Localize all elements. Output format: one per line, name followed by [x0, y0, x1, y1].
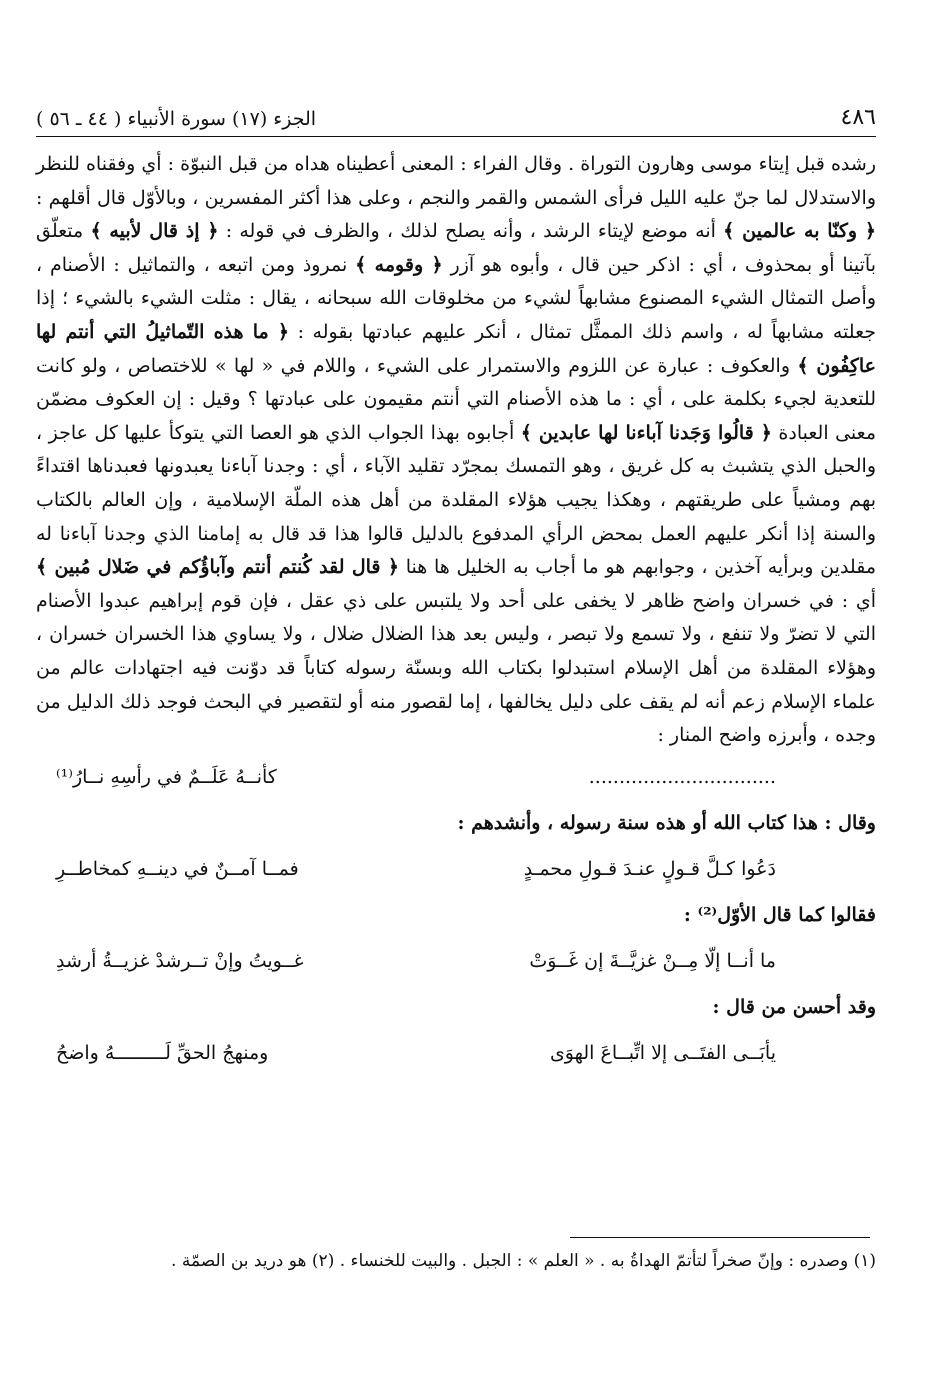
- page-header: [36, 96, 876, 137]
- quran-quote: ﴿ قالُوا وَجَدنا آباءنا لها عابدين ﴾: [520, 421, 772, 444]
- quran-quote: ﴿ قال لقد كُنتم أنتم وآباؤُكم في ضَلال مُبين ﴾: [36, 556, 399, 579]
- verse-line: [56, 937, 776, 985]
- verse-line: [56, 845, 776, 893]
- text-segment: والعكوف : عبارة عن اللزوم والاستمرار على الشيء ، واللام في « لها » للاختصاص ، ولو كانت للتعدية لجيء بكلمة على ، أي : ما هذه الأصنام التي أنتم مقيمون على عبادتها ؟ وقيل : إن العكوف مضمّن معنى العبادة: [36, 354, 876, 444]
- main-paragraph: [36, 148, 876, 753]
- verse-line: [56, 1029, 776, 1077]
- text-segment: متعلّق بآتينا أو بمحذوف ، أي : اذكر حين قال ، وأبوه هو آزر: [36, 220, 876, 276]
- text-segment: رشده قبل إيتاء موسى وهارون التوراة . وقال الفراء : المعنى أعطيناه هداه من قبل النبوّة : أي وفقناه للنظر والاستدلال لما جنّ عليه الليل فرأى الشمس والقمر والنجم ، وعلى هذا أكثر المفسرين ، وبالأوّل قال أقلهم :: [36, 153, 876, 209]
- verse-line: [56, 753, 776, 801]
- footnote: (١) وصدره : وإنّ صخراً لتأتمّ الهداةُ به . « العلم » : الجبل . والبيت للخنساء . (٢) هو دريد بن الصمّة .: [171, 1251, 876, 1271]
- quran-quote: ﴿ وكنّا به عالمين ﴾: [723, 220, 877, 243]
- verse-first-hemistich: ما أنــا إلّا مِــنْ غزيَّــةَ إن غَــوَتْ: [529, 949, 776, 972]
- verse-second-hemistich: كأنــهُ عَلَــمٌ في رأسِهِ نــارُ⁽¹⁾: [56, 765, 277, 788]
- page-number: ٤٨٦: [840, 105, 876, 130]
- quran-quote: ﴿ إذ قال لأبيه ﴾: [90, 220, 219, 243]
- verse-intro: وقد أحسن من قال :: [712, 995, 876, 1018]
- verse-second-hemistich: ومنهجُ الحقِّ لَـــــــــهُ واضحُ: [56, 1041, 269, 1064]
- verse-intro: وقال : هذا كتاب الله أو هذه سنة رسوله ، وأنشدهم :: [457, 811, 876, 834]
- verse-first-hemistich: ...............................: [588, 765, 776, 788]
- verse-second-hemistich: فمــا آمــنٌ في دينــهِ كمخاطــرِ: [56, 857, 299, 880]
- footnote-divider: [570, 1237, 870, 1238]
- verse-first-hemistich: يأبَــى الفتَــى إلا اتِّبــاعَ الهوَى: [549, 1041, 776, 1064]
- text-segment: أي : في خسران واضح ظاهر لا يخفى على أحد ولا يلتبس على ذي عقل ، فإن قوم إبراهيم عبدوا الأصنام التي لا تضرّ ولا تنفع ، ولا تسمع ولا تبصر ، وليس بعد هذا الضلال ضلال ، ولا يساوي هذا الخسران خسران ، وهؤلاء المقلدة من أهل الإسلام استبدلوا بكتاب الله وبسنّة رسوله كتاباً قد دوّنت فيه اجتهادات عالم من علماء الإسلام زعم أنه لم يقف على دليل يخالفها ، إما لقصور منه أو لتقصير في البحث فوجد ذلك الدليل من وجده ، وأبرزه واضح المنار :: [36, 589, 876, 747]
- verse-first-hemistich: دَعُوا كـلَّ قـولٍ عنـدَ قـولِ محمـدٍ: [523, 857, 776, 880]
- quran-quote: ﴿ ما هذه التّماثيلُ التي أنتم لها عاكِفُون ﴾: [36, 320, 876, 377]
- verse-intro: فقالوا كما قال الأوّل⁽²⁾ :: [683, 903, 876, 926]
- quran-quote: ﴿ وقومه ﴾: [355, 253, 443, 276]
- text-segment: نمروذ ومن اتبعه ، والتماثيل : الأصنام ، وأصل التمثال الشيء المصنوع مشابهاً لشيء من مخلوقات الله سبحانه ، يقال : مثلت الشيء بالشيء ؛ إذا جعلته مشابهاً له ، واسم ذلك الممثَّل تمثال ، أنكر عليهم عبادتها بقوله :: [36, 253, 876, 343]
- text-segment: أنه موضع لإيتاء الرشد ، وأنه يصلح لذلك ، والظرف في قوله :: [218, 220, 724, 243]
- running-title: الجزء (١٧) سورة الأنبياء ( ٤٤ ـ ٥٦ ): [36, 108, 317, 130]
- body-text: [36, 148, 876, 1077]
- text-segment: أجابوه بهذا الجواب الذي هو العصا التي يتوكأ عليها كل عاجز ، والحبل الذي يتشبث به كل غريق ، وهو التمسك بمجرّد تقليد الآباء ، أي : وجدنا آباءنا يعبدونها فعبدناها اقتداءً بهم ومشياً على طريقتهم ، وهكذا يجيب هؤلاء المقلدة من أهل هذه الملّة الإسلامية ، وإن العالم بالكتاب والسنة إذا أنكر عليهم العمل بمحض الرأي المدفوع بالدليل قالوا هذا قد قال به إمامنا الذي وجدنا آباءنا له مقلدين وبرأيه آخذين ، وجوابهم هو ما أجاب به الخليل ها هنا: [36, 421, 876, 579]
- verse-second-hemistich: غــويتُ وإنْ تــرشدْ غزيــةُ أرشدِ: [56, 949, 304, 972]
